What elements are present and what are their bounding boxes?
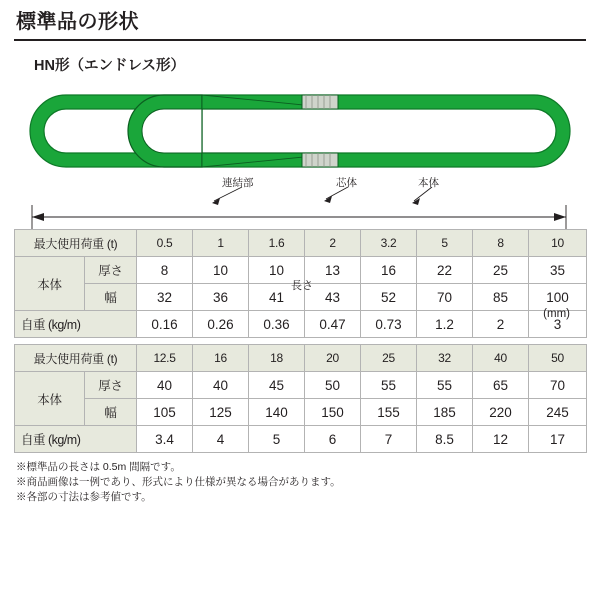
footnote-1: ※商品画像は一例であり、形式により仕様が異なる場合があります。: [16, 476, 341, 489]
t1-thickness-2: 10: [249, 257, 305, 284]
table-row: [15, 345, 587, 372]
t1-weight-5: 1.2: [417, 311, 473, 338]
t2-thickness-7: 70: [529, 372, 587, 399]
t2-thickness-0: 40: [137, 372, 193, 399]
footnote-0: ※標準品の長さは 0.5m 間隔です。: [16, 461, 181, 473]
t2-thickness-1: 40: [193, 372, 249, 399]
t2-weight-5: 8.5: [417, 426, 473, 453]
table-row: [15, 372, 587, 399]
t2-width-3: 150: [305, 399, 361, 426]
t1-weight-2: 0.36: [249, 311, 305, 338]
t1-width-3: 43: [305, 284, 361, 311]
t2-capacity-5: 32: [417, 345, 473, 372]
t1-width-label: 幅: [85, 284, 137, 311]
unit-note: (mm): [543, 308, 570, 320]
t1-weight-3: 0.47: [305, 311, 361, 338]
t1-weight-0: 0.16: [137, 311, 193, 338]
t1-capacity-6: 8: [473, 230, 529, 257]
t1-weight-6: 2: [473, 311, 529, 338]
t1-width-2: 41: [249, 284, 305, 311]
footnotes: [14, 460, 586, 506]
footnote-2: ※各部の寸法は参考値です。: [16, 491, 152, 504]
t1-width-1: 36: [193, 284, 249, 311]
t1-width-4: 52: [361, 284, 417, 311]
t2-capacity-0: 12.5: [137, 345, 193, 372]
t2-width-6: 220: [473, 399, 529, 426]
t1-width-6: 85: [473, 284, 529, 311]
t2-thickness-6: 65: [473, 372, 529, 399]
t1-capacity-header: 最大使用荷重 (t): [15, 230, 137, 257]
t2-width-1: 125: [193, 399, 249, 426]
t2-weight-2: 5: [249, 426, 305, 453]
table-row: [15, 399, 587, 426]
t1-body-label: 本体: [15, 257, 85, 311]
spec-table-2: [14, 344, 587, 453]
t2-capacity-2: 18: [249, 345, 305, 372]
t1-width-0: 32: [137, 284, 193, 311]
t2-thickness-2: 45: [249, 372, 305, 399]
t1-thickness-7: 35: [529, 257, 587, 284]
t2-weight-7: 17: [529, 426, 587, 453]
t2-thickness-3: 50: [305, 372, 361, 399]
t2-capacity-header: 最大使用荷重 (t): [15, 345, 137, 372]
table-row: [15, 230, 587, 257]
t2-capacity-1: 16: [193, 345, 249, 372]
t1-capacity-0: 0.5: [137, 230, 193, 257]
t2-weight-label: 自重 (kg/m): [15, 426, 137, 453]
title-divider: [14, 39, 586, 41]
label-core: 芯体: [336, 177, 357, 189]
t2-weight-1: 4: [193, 426, 249, 453]
length-dimension: [32, 205, 566, 229]
table-row: [15, 311, 587, 338]
t1-thickness-3: 13: [305, 257, 361, 284]
table-row: [15, 426, 587, 453]
t2-thickness-5: 55: [417, 372, 473, 399]
t1-weight-4: 0.73: [361, 311, 417, 338]
t1-thickness-6: 25: [473, 257, 529, 284]
t2-weight-6: 12: [473, 426, 529, 453]
t2-width-label: 幅: [85, 399, 137, 426]
t1-capacity-5: 5: [417, 230, 473, 257]
t1-capacity-4: 3.2: [361, 230, 417, 257]
t1-weight-1: 0.26: [193, 311, 249, 338]
t2-width-2: 140: [249, 399, 305, 426]
t1-weight-label: 自重 (kg/m): [15, 311, 137, 338]
t1-thickness-1: 10: [193, 257, 249, 284]
t1-capacity-3: 2: [305, 230, 361, 257]
t1-weight-7: 3: [529, 311, 587, 338]
t1-width-5: 70: [417, 284, 473, 311]
section-subtitle: HN形（エンドレス形）: [34, 58, 186, 74]
t1-capacity-1: 1: [193, 230, 249, 257]
t2-thickness-4: 55: [361, 372, 417, 399]
title-block: [14, 0, 586, 75]
t2-width-5: 185: [417, 399, 473, 426]
callout-arrowheads: [212, 196, 420, 205]
t1-width-7: 100: [529, 284, 587, 311]
label-body: 本体: [418, 177, 439, 189]
t2-width-0: 105: [137, 399, 193, 426]
t2-capacity-6: 40: [473, 345, 529, 372]
label-joint: 連結部: [222, 177, 254, 189]
t2-weight-3: 6: [305, 426, 361, 453]
t2-width-4: 155: [361, 399, 417, 426]
t2-capacity-3: 20: [305, 345, 361, 372]
t2-thickness-label: 厚さ: [85, 372, 137, 399]
t1-capacity-2: 1.6: [249, 230, 305, 257]
t1-thickness-0: 8: [137, 257, 193, 284]
t2-width-7: 245: [529, 399, 587, 426]
t2-weight-0: 3.4: [137, 426, 193, 453]
page-title: 標準品の形状: [16, 11, 139, 33]
t2-weight-4: 7: [361, 426, 417, 453]
sling-diagram-svg: [14, 79, 586, 229]
t2-body-label: 本体: [15, 372, 85, 426]
label-length: 長さ: [291, 280, 313, 292]
t1-thickness-label: 厚さ: [85, 257, 137, 284]
t2-capacity-7: 50: [529, 345, 587, 372]
t1-capacity-7: 10: [529, 230, 587, 257]
t2-capacity-4: 25: [361, 345, 417, 372]
t1-thickness-4: 16: [361, 257, 417, 284]
t1-thickness-5: 22: [417, 257, 473, 284]
